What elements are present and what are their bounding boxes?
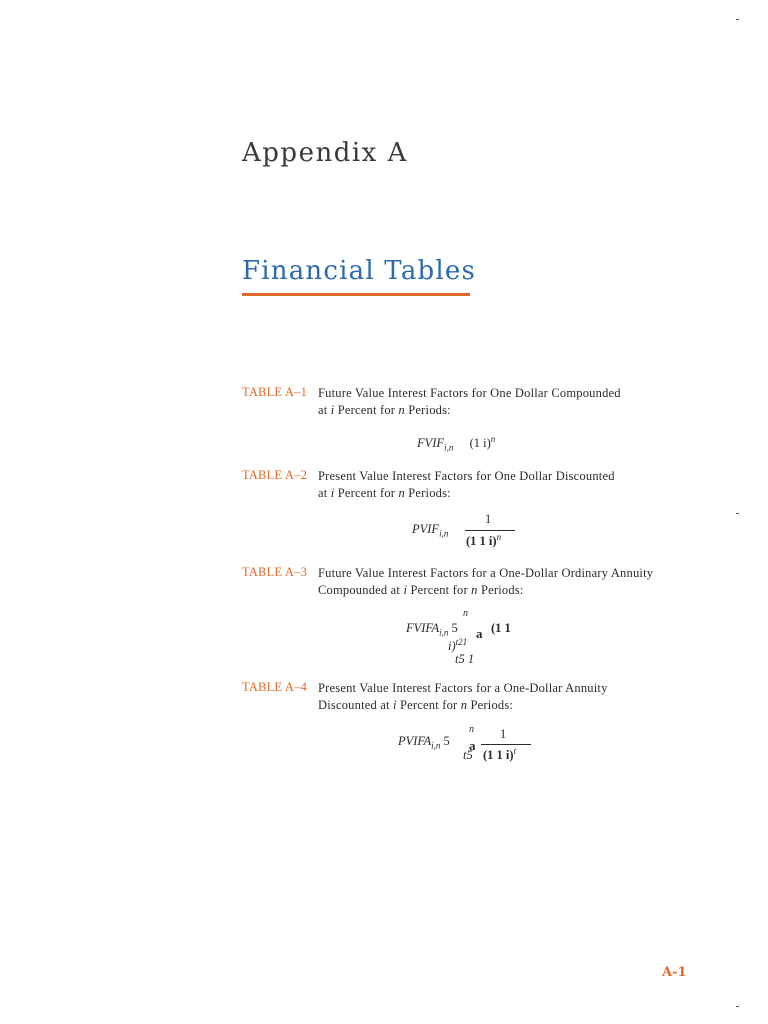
- formula-fvifa-line2: i)$^{t21}$: [448, 637, 468, 654]
- formula-pvifa-fraction-bar: [481, 744, 531, 745]
- description-line-2: Compounded at i Percent for n Periods:: [318, 583, 524, 597]
- description-line-1: Future Value Interest Factors for a One-Dollar Ordinary Annuity: [318, 566, 654, 580]
- formula-fvifa-lhs: $FVIFA_{i,n}$ 5: [406, 621, 458, 638]
- crop-mark-middle: [736, 513, 739, 514]
- page-number: A-1: [662, 965, 687, 980]
- description-line-2: Discounted at i Percent for n Periods:: [318, 698, 514, 712]
- section-title: Financial Tables: [242, 256, 477, 286]
- formula-pvif-lhs: $PVIF_{i,n}$: [412, 522, 449, 539]
- table-label[interactable]: TABLE A–4: [242, 680, 308, 694]
- formula-fvifa-sigma: a: [476, 626, 483, 641]
- formula-pvifa-bottom: t5: [463, 748, 473, 762]
- table-label[interactable]: TABLE A–3: [242, 565, 308, 579]
- formula-fvifa-bottom: t5 1: [455, 652, 475, 666]
- table-label[interactable]: TABLE A–2: [242, 468, 308, 482]
- formula-fvif: $FVIF_{i,n}$ (1 i)$^n$: [417, 434, 496, 453]
- formula-pvifa-lhs: $PVIFA_{i,n}$ 5: [398, 734, 450, 751]
- formula-pvif-fraction-bar: [465, 530, 515, 531]
- description-line-1: Future Value Interest Factors for One Dollar Compounded: [318, 386, 621, 400]
- description-line-1: Present Value Interest Factors for One Dollar Discounted: [318, 469, 615, 483]
- formula-pvifa-top: n: [469, 724, 474, 735]
- crop-mark-top: [736, 19, 739, 20]
- title-underline: [242, 293, 470, 296]
- appendix-heading: Appendix A: [242, 138, 408, 168]
- description-line-1: Present Value Interest Factors for a One-Dollar Annuity: [318, 681, 608, 695]
- formula-pvifa-numerator: 1: [500, 727, 507, 741]
- formula-fvifa-top: n: [463, 608, 468, 619]
- formula-pvif-numerator: 1: [485, 512, 492, 526]
- formula-pvifa-denominator: (1 1 i)$^t$: [483, 746, 517, 763]
- formula-fvifa-rhs: (1 1: [491, 621, 511, 635]
- description-line-2: at i Percent for n Periods:: [318, 403, 451, 417]
- table-description: [318, 680, 678, 714]
- formula-pvif-denominator: (1 1 i)$^n$: [466, 532, 502, 549]
- table-description: [318, 565, 678, 599]
- table-label[interactable]: TABLE A–1: [242, 385, 308, 399]
- formula-pvifa-sigma: a: [469, 738, 476, 753]
- table-description: [318, 468, 678, 502]
- crop-mark-bottom: [736, 1006, 739, 1007]
- table-description: [318, 385, 678, 419]
- description-line-2: at i Percent for n Periods:: [318, 486, 451, 500]
